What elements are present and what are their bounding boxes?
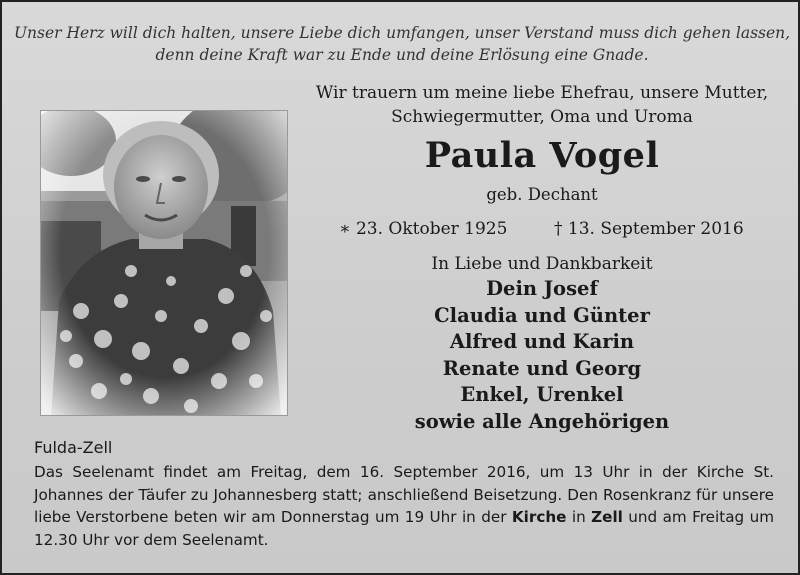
birth-date: ∗ 23. Oktober 1925 [339, 219, 508, 239]
notice-text: Das Seelenamt findet am Freitag, dem 16. September 2016, um 13 Uhr in der Kirche St. Johannes der Täufer zu Johannesberg statt; anschließend Beisetzung. Den Rosenkranz für unsere liebe Verstorbene beten wir am Donnerstag um 19 Uhr in der [34, 463, 774, 526]
mourner-name: sowie alle Angehörigen [414, 409, 670, 433]
intro-line: Schwiegermutter, Oma und Uroma [391, 107, 693, 127]
portrait-photo [40, 110, 288, 416]
memorial-quote [2, 22, 800, 66]
mourner-name: Alfred und Karin [449, 330, 635, 353]
intro-line: Wir trauern um meine liebe Ehefrau, unsere Mutter, [315, 83, 769, 103]
service-notice [34, 461, 774, 551]
notice-church: Kirche [511, 508, 567, 526]
mourning-intro [302, 81, 782, 129]
maiden-name: geb. Dechant [486, 185, 598, 204]
mourner-name: Claudia und Günter [434, 303, 650, 327]
mourners-heading: In Liebe und Dankbarkeit [431, 254, 653, 274]
quote-line: denn deine Kraft war zu Ende und deine Erlösung eine Gnade. [155, 46, 649, 64]
notice-text: und am Freitag um 12.30 Uhr vor dem Seelenamt. [34, 508, 774, 549]
life-dates [302, 219, 782, 243]
mourner-name: Renate und Georg [442, 356, 642, 380]
place-name: Fulda-Zell [34, 438, 113, 457]
notice-text: in [566, 508, 592, 526]
notice-village: Zell [591, 508, 623, 526]
mourner-name: Dein Josef [486, 277, 598, 300]
mourner-name: Enkel, Urenkel [460, 383, 624, 406]
quote-line: Unser Herz will dich halten, unsere Liebe dich umfangen, unser Verstand muss dich gehen lassen, [13, 24, 791, 42]
death-date: † 13. September 2016 [554, 219, 744, 239]
deceased-name: Paula Vogel [424, 135, 660, 176]
mourners-list [302, 276, 782, 435]
